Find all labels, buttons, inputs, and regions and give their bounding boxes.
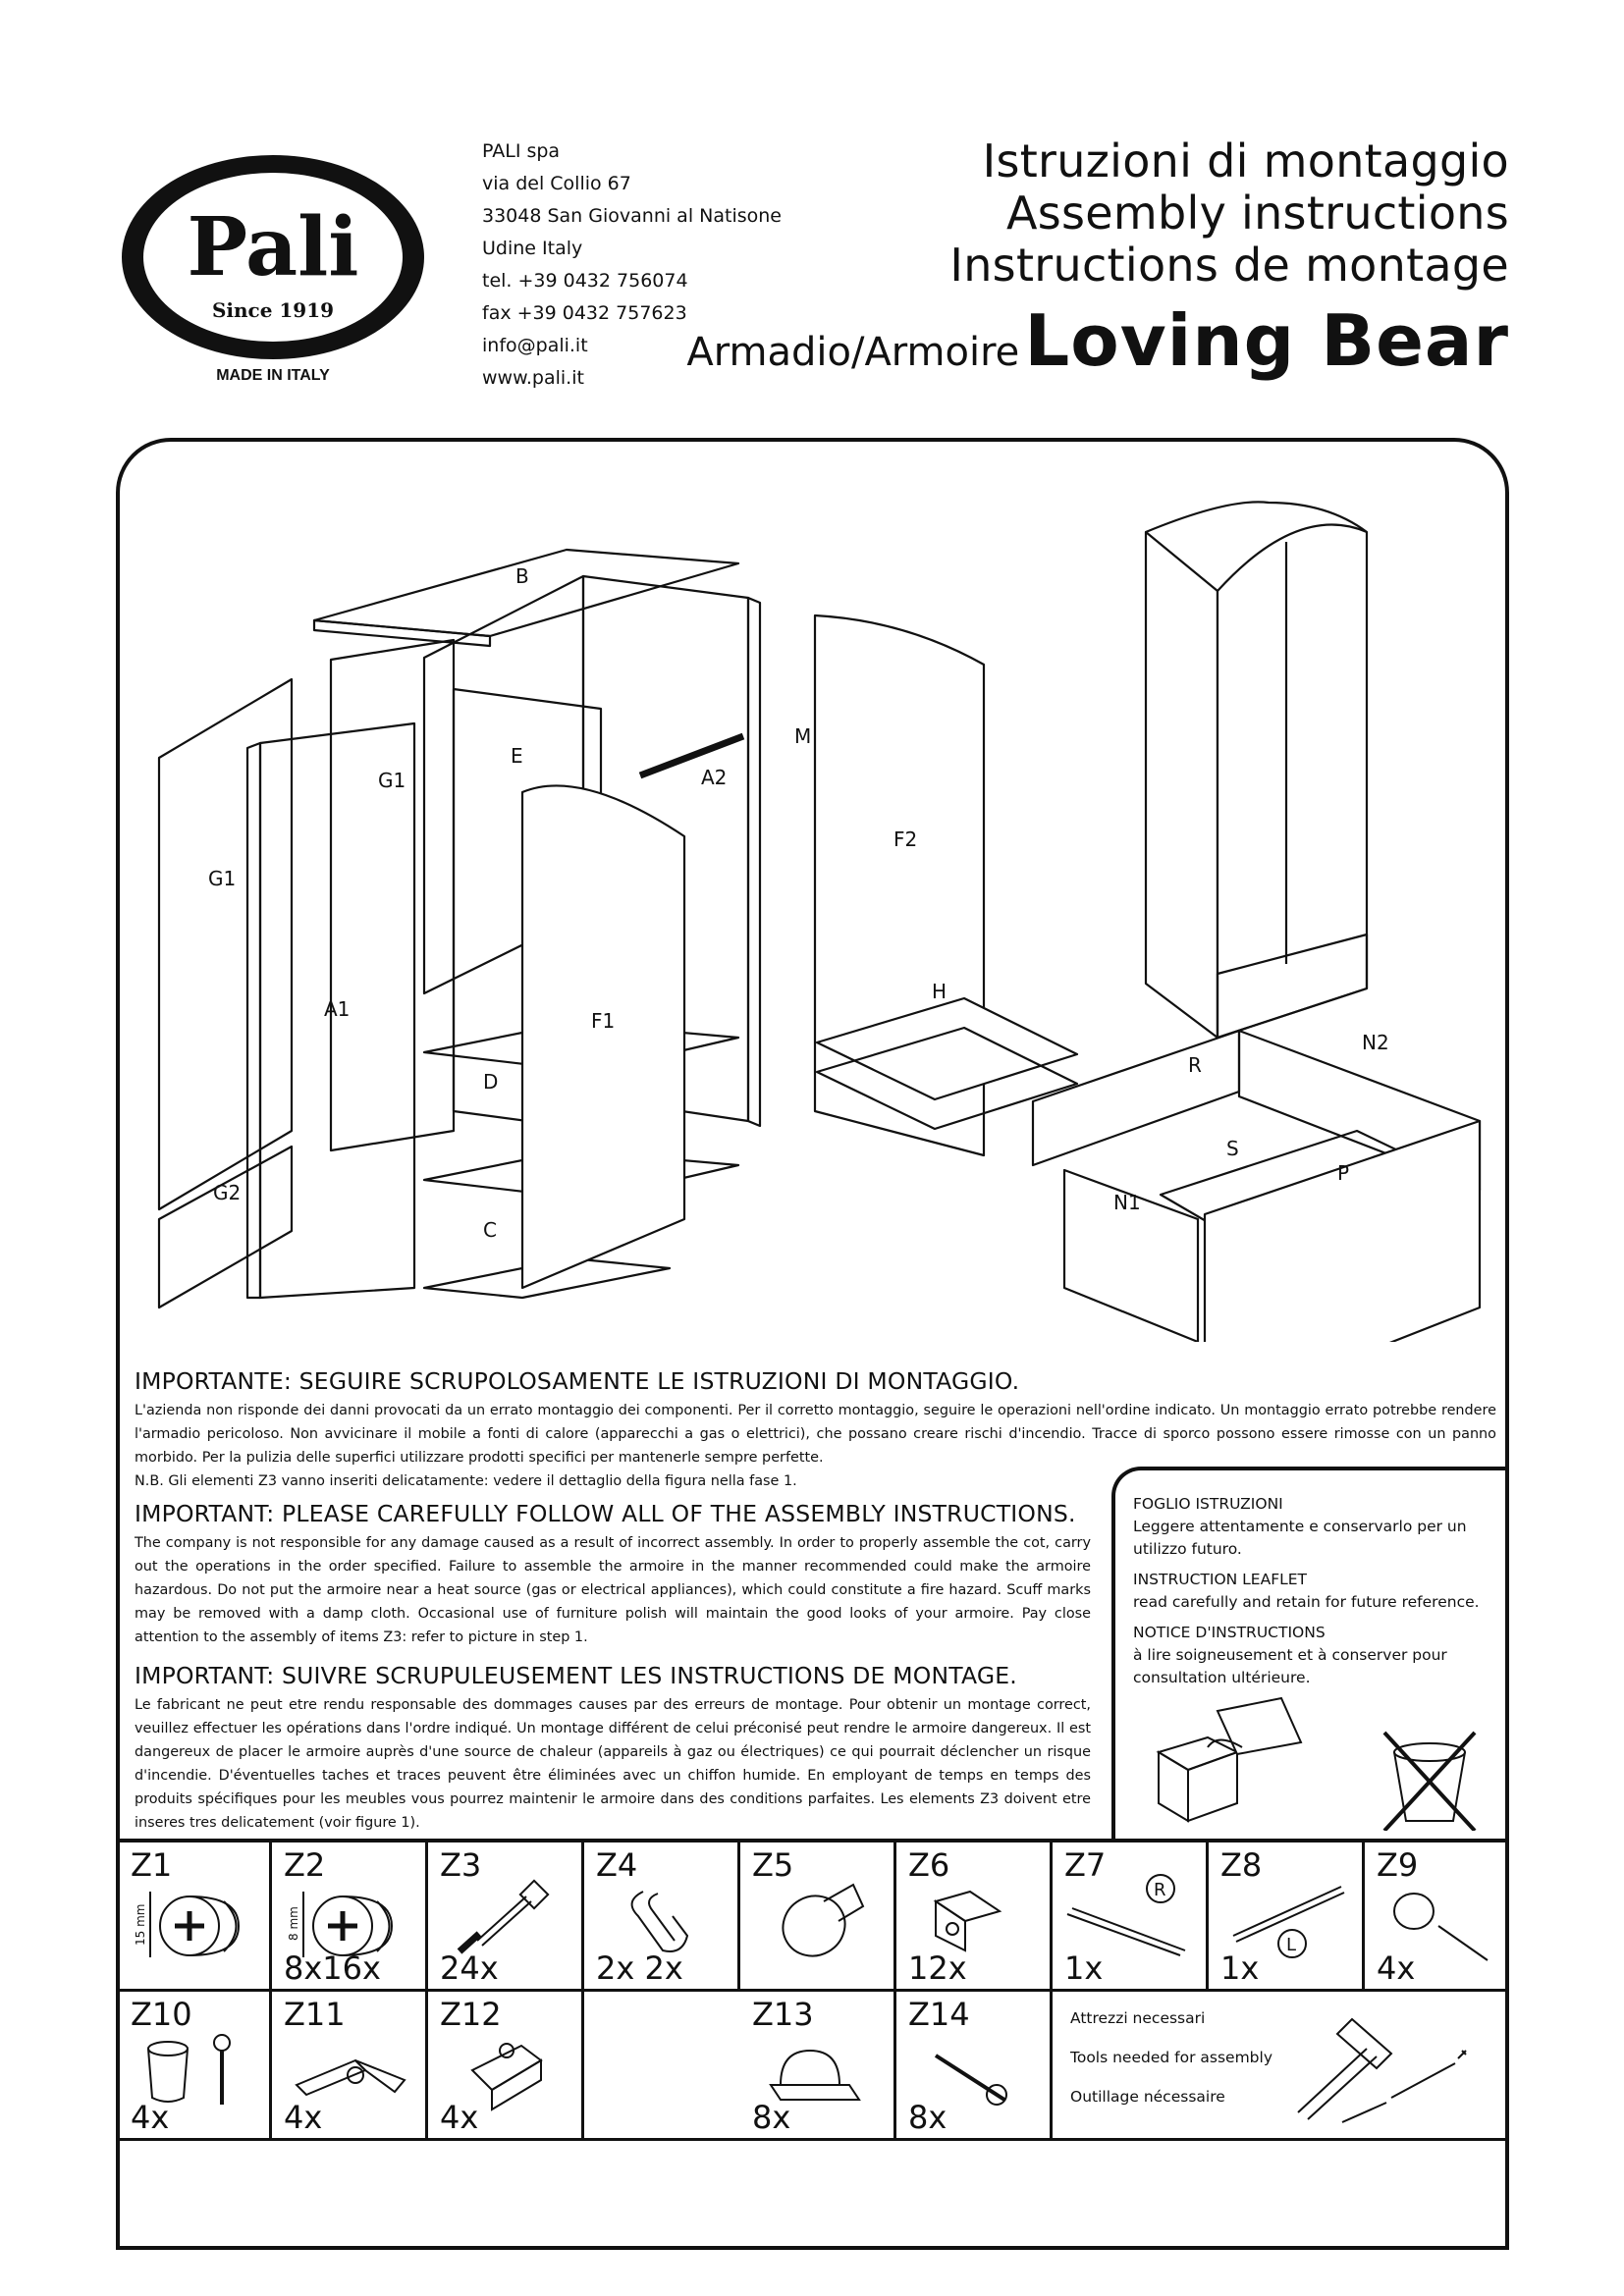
leaflet-title-it: FOGLIO ISTRUZIONI — [1133, 1495, 1283, 1513]
diagram-label: A2 — [701, 766, 728, 789]
armoire-preview — [1146, 532, 1218, 1038]
diagram-label: P — [1337, 1161, 1350, 1185]
knob-icon — [765, 1877, 873, 1965]
title-italian: Istruzioni di montaggio — [982, 134, 1509, 187]
diagram-label: E — [511, 744, 523, 768]
part-cell: Z14 8x — [896, 1992, 1053, 2141]
part-cell: Z7 R 1x — [1053, 1842, 1209, 1992]
tools-french: Outillage nécessaire — [1070, 2088, 1225, 2106]
panel-b — [314, 550, 738, 636]
hinge-icon — [287, 2031, 414, 2109]
svg-text:Pali: Pali — [187, 200, 359, 294]
section-heading: IMPORTANT: PLEASE CAREFULLY FOLLOW ALL OF THE ASSEMBLY INSTRUCTIONS. — [135, 1500, 1076, 1527]
diagram-label: G2 — [213, 1181, 242, 1204]
section-body: The company is not responsible for any damage caused as a result of incorrect assembly. In order to properly assemble the cot, carry out the operations in the order specified. Failure to assemble the armoire in the manner recommended could make the armoire hazardous. Do not put the armoire near a heat source (gas or electrical appliances), which could constitute a fire hazard. Scuff marks may be removed with a damp cloth. Occasional use of furniture polish will maintain the good looks of your armoire. Pay close attention to the assembly of items Z3: refer to picture in step 1. — [135, 1535, 1091, 1645]
bracket-icon — [921, 1882, 1029, 1960]
diagram-label: B — [515, 564, 529, 588]
diagram-label: A1 — [324, 997, 351, 1021]
rail-m — [640, 736, 743, 775]
hammer-screwdriver-icon — [1283, 2009, 1499, 2132]
company-city: 33048 San Giovanni al Natisone — [482, 205, 782, 227]
company-street: via del Collio 67 — [482, 173, 631, 194]
diagram-label: S — [1226, 1137, 1239, 1160]
diagram-label: G1 — [208, 867, 237, 890]
cam-bolt-icon — [448, 1877, 566, 1955]
pali-logo — [116, 147, 430, 393]
part-cell: Z6 12x — [896, 1842, 1053, 1992]
drawer-runner-right-icon — [1062, 1867, 1200, 1960]
svg-text:15 mm: 15 mm — [134, 1903, 147, 1946]
company-fax: fax +39 0432 757623 — [482, 302, 687, 324]
section-heading: IMPORTANTE: SEGUIRE SCRUPOLOSAMENTE LE ISTRUZIONI DI MONTAGGIO. — [135, 1367, 1020, 1395]
diagram-label: N2 — [1362, 1031, 1389, 1054]
panel-g1-left — [159, 679, 292, 1209]
diagram-label: D — [483, 1070, 499, 1094]
foot-icon — [138, 2031, 246, 2109]
leaflet-title-en: INSTRUCTION LEAFLET — [1133, 1571, 1308, 1588]
product-prefix: Armadio/Armoire — [686, 330, 1020, 375]
company-email: info@pali.it — [482, 335, 588, 356]
part-cell: Z2 8 mm 8x16x — [272, 1842, 428, 1992]
leaflet-text-it: Leggere attentamente e conservarlo per un utilizzo futuro. — [1133, 1518, 1467, 1558]
drawer-p — [1205, 1121, 1480, 1342]
section-body: L'azienda non risponde dei danni provocati da un errato montaggio dei componenti. Per il corretto montaggio, seguire le operazioni nell'ordine indicato. Un montaggio errato potrebbe rendere l'armadio pericoloso. Non avvicinare il mobile a fonti di calore (apparecchi a gas o elettrici), che possano creare rischi d'incendio. Tracce di sporco possono essere rimosse con un panno morbido. Per la pulizia delle superfici utilizzare prodotti specifici per mantenerle sempre perfette. — [135, 1403, 1496, 1466]
svg-text:8 mm: 8 mm — [287, 1906, 300, 1941]
diagram-label: F2 — [893, 828, 918, 851]
svg-text:L: L — [1286, 1935, 1297, 1955]
section-heading: IMPORTANT: SUIVRE SCRUPULEUSEMENT LES INSTRUCTIONS DE MONTAGE. — [135, 1662, 1017, 1689]
exploded-assembly-diagram — [120, 444, 1505, 1342]
part-cell: Z4 2x 2x — [584, 1842, 740, 1992]
product-title — [686, 299, 1509, 382]
diagram-label: M — [794, 724, 812, 748]
product-name: Loving Bear — [1024, 299, 1509, 382]
part-cell: Z12 4x — [428, 1992, 584, 2141]
part-cell: Z9 4x — [1365, 1842, 1509, 1992]
part-cell: Z1 15 mm — [116, 1842, 272, 1992]
tools-italian: Attrezzi necessari — [1070, 2009, 1206, 2027]
part-cell: Z8 L 1x — [1209, 1842, 1365, 1992]
keep-leaflet-icon — [1159, 1698, 1301, 1821]
section-body: Le fabricant ne peut etre rendu responsable des dommages causes par des erreurs de montage. Pour obtenir un montage correct, veuillez effectuer les opérations dans l'ordre indiqué. Un montage différent de celui préconisé peut rendre le armoire dangereux. Il est dangereux de placer le armoire auprès d'une source de chaleur (appareils à gaz ou électriques) ce qui pourrait déclencher un risque d'incendie. D'éventuelles taches et traces peuvent être éliminées avec un chiffon humide. En employant de temps en temps des produits spécifiques pour les meubles vous pourrez maintenir le armoire dans des conditions parfaites. Les elements Z3 doivent etre inseres tres delicatement (voir figure 1). — [135, 1697, 1091, 1831]
part-cell: Z5 — [740, 1842, 896, 1992]
drawer-runner-left-icon — [1218, 1867, 1356, 1960]
svg-text:R: R — [1154, 1880, 1166, 1900]
hardware-parts-table — [116, 1839, 1509, 2137]
document-titles — [686, 135, 1509, 382]
cam-lock-icon — [131, 1887, 268, 1965]
svg-text:MADE IN ITALY: MADE IN ITALY — [216, 367, 330, 384]
svg-text:Since 1919: Since 1919 — [211, 298, 335, 322]
company-website: www.pali.it — [482, 367, 584, 389]
diagram-label: C — [483, 1218, 497, 1242]
no-trash-icon — [1384, 1733, 1475, 1831]
leaflet-text — [1133, 1493, 1496, 1689]
diagram-label: N1 — [1113, 1191, 1141, 1214]
company-tel: tel. +39 0432 756074 — [482, 270, 688, 292]
leaflet-text-en: read carefully and retain for future reference. — [1133, 1593, 1480, 1611]
panel-g1-back — [331, 640, 454, 1150]
diagram-label: G1 — [378, 769, 406, 792]
part-cell: Z10 4x — [116, 1992, 272, 2141]
section-note: N.B. Gli elementi Z3 vanno inseriti delicatamente: vedere il dettaglio della figura nella fase 1. — [135, 1473, 797, 1489]
part-cell-z13: Z13 8x — [584, 1992, 896, 2141]
diagram-label: R — [1188, 1053, 1202, 1077]
section-english — [135, 1500, 1091, 1649]
diagram-label: F1 — [591, 1009, 616, 1033]
leaflet-title-fr: NOTICE D'INSTRUCTIONS — [1133, 1624, 1326, 1641]
tools-english: Tools needed for assembly — [1070, 2049, 1272, 2066]
company-name: PALI spa — [482, 140, 561, 162]
title-english: Assembly instructions — [1005, 187, 1509, 240]
part-cell: Z3 24x — [428, 1842, 584, 1992]
tools-cell — [1053, 1992, 1509, 2141]
section-french — [135, 1662, 1091, 1835]
company-region: Udine Italy — [482, 238, 583, 259]
title-french: Instructions de montage — [949, 239, 1509, 292]
door-f1 — [522, 785, 684, 1288]
leaflet-text-fr: à lire soigneusement et à conserver pour consultation ultérieure. — [1133, 1646, 1447, 1686]
diagram-label: H — [932, 980, 947, 1003]
part-cell: Z11 4x — [272, 1992, 428, 2141]
clip-icon — [604, 1882, 722, 1960]
